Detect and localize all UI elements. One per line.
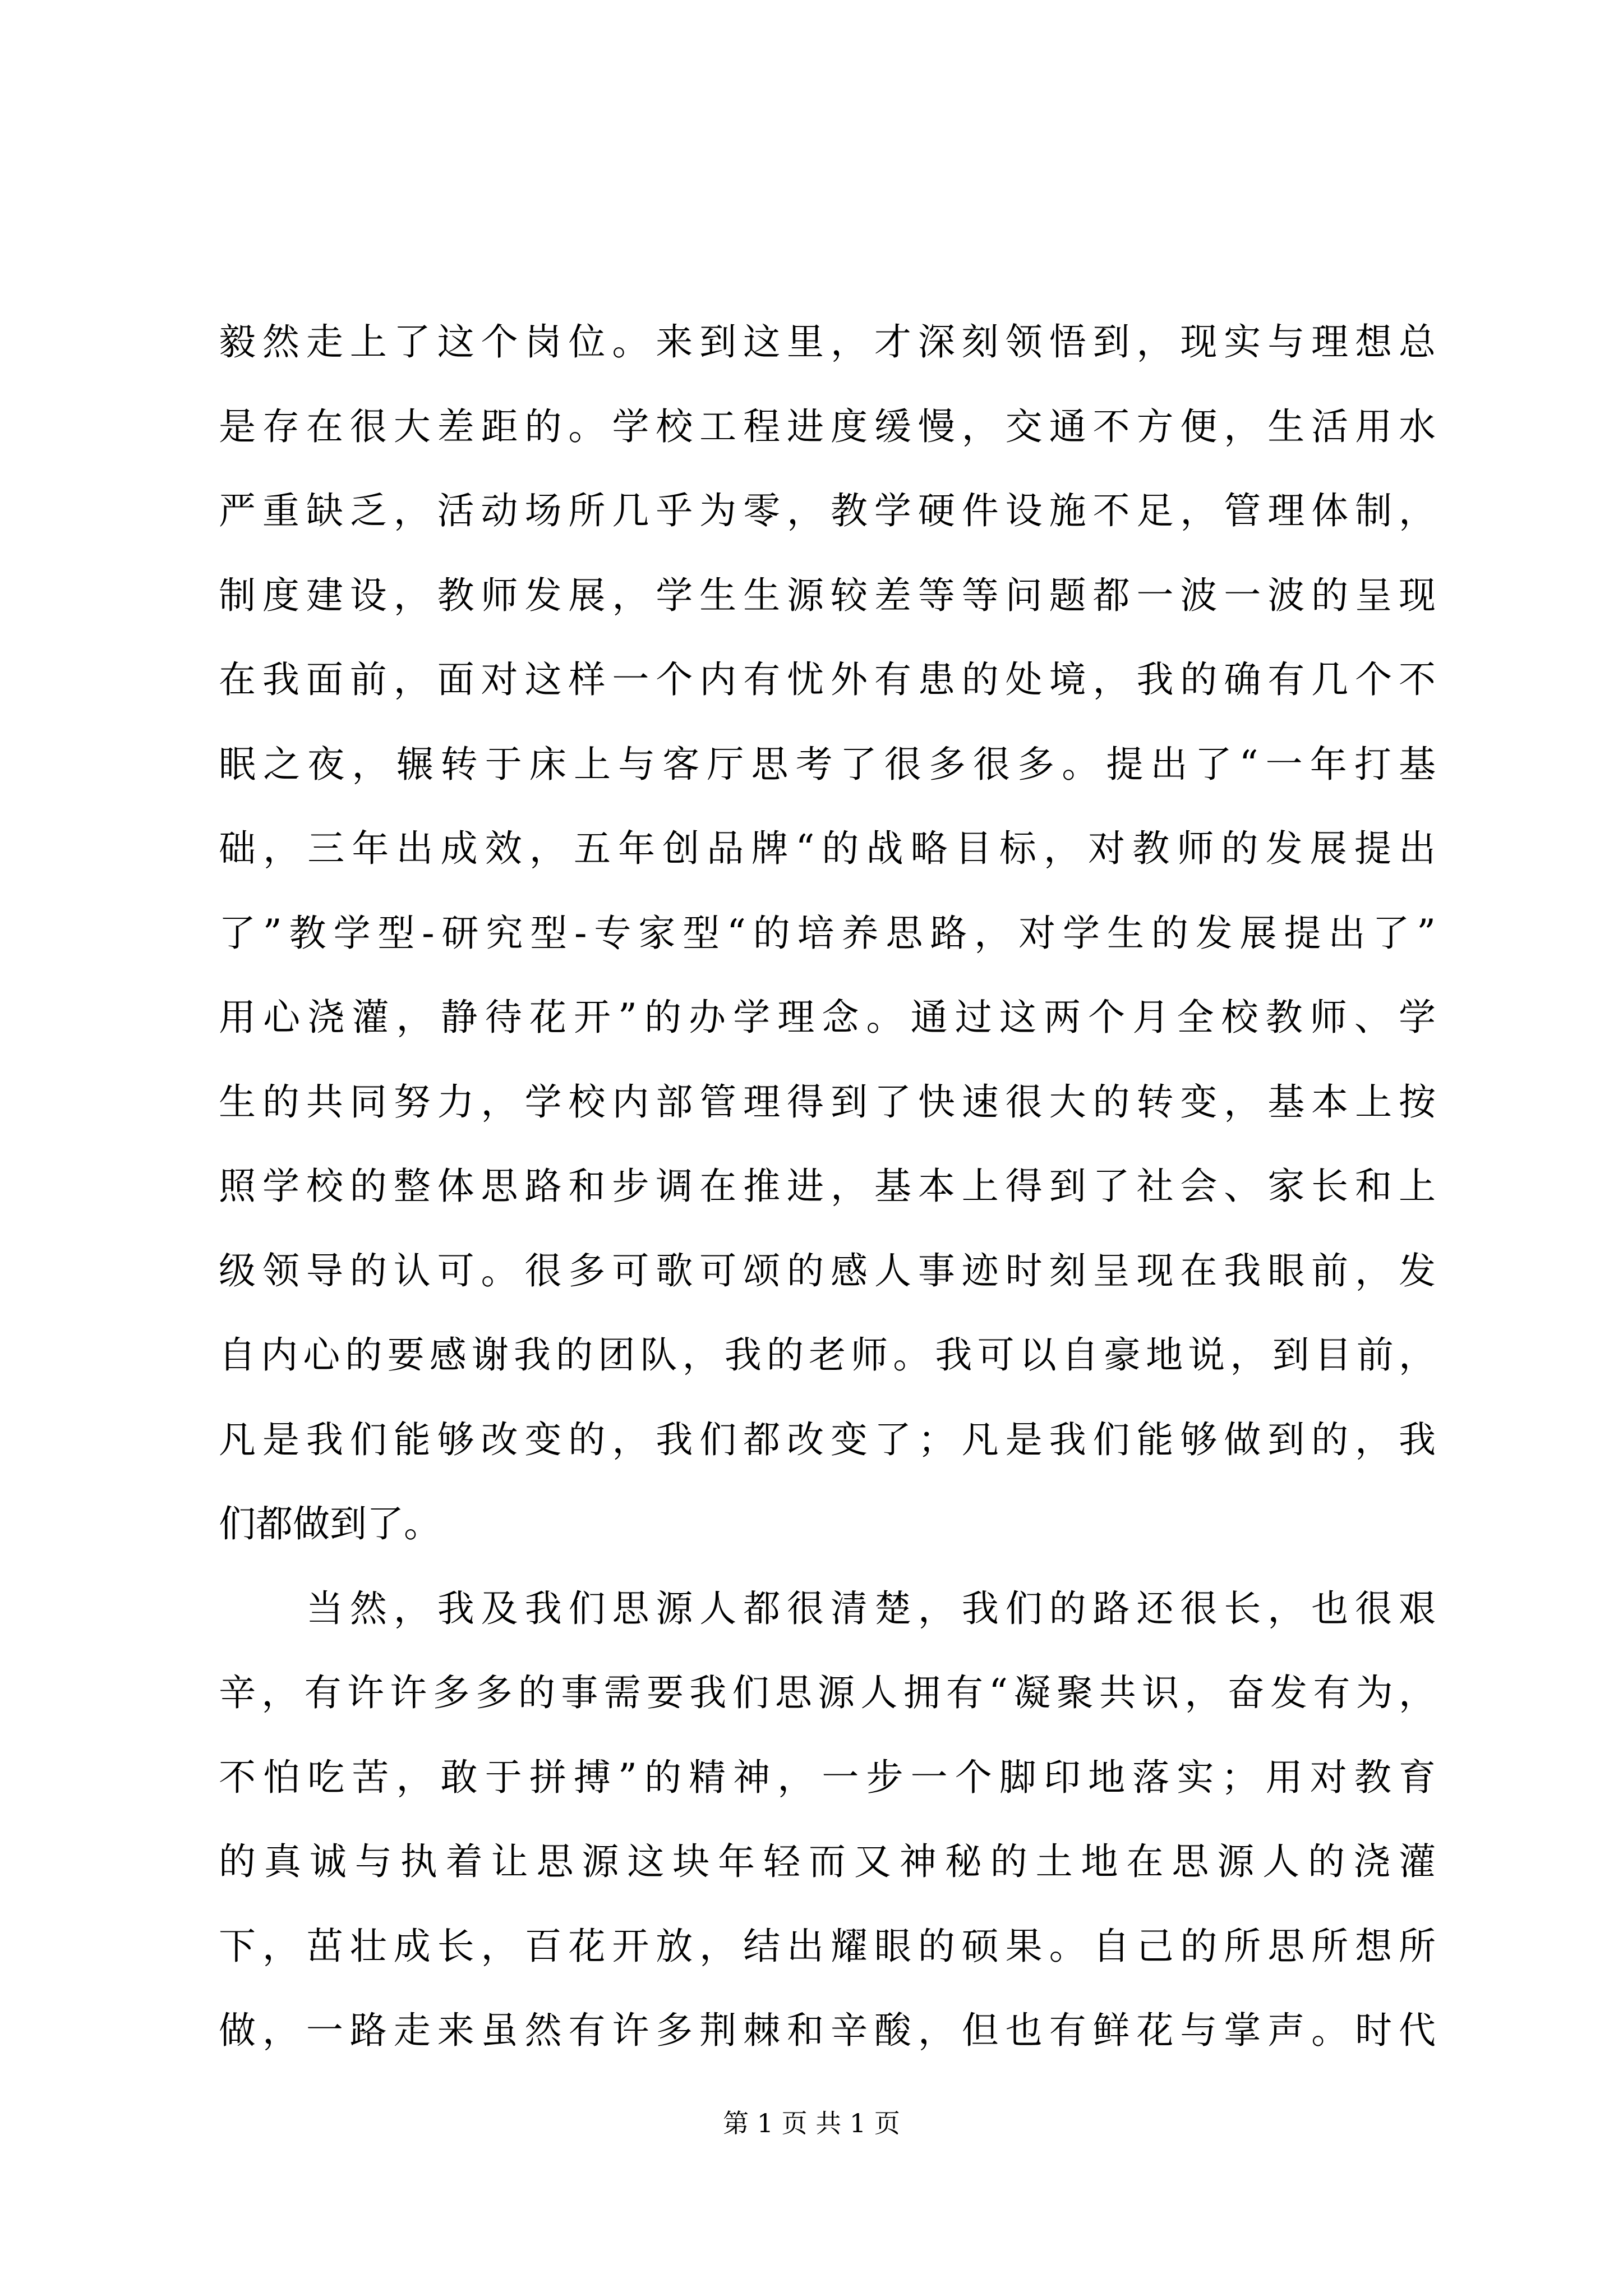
text-line: 级领导的认可。很多可歌可颂的感人事迹时刻呈现在我眼前，发 bbox=[219, 1249, 1436, 1292]
text-line: 凡是我们能够改变的，我们都改变了；凡是我们能够做到的，我 bbox=[219, 1418, 1436, 1461]
document-body bbox=[219, 300, 1436, 2073]
text-line: 的真诚与执着让思源这块年轻而又神秘的土地在思源人的浇灌 bbox=[219, 1840, 1436, 1883]
text-line: 照学校的整体思路和步调在推进，基本上得到了社会、家长和上 bbox=[219, 1165, 1436, 1208]
text-line: 础，三年出成效，五年创品牌“的战略目标，对教师的发展提出 bbox=[219, 827, 1436, 870]
text-line: 毅然走上了这个岗位。来到这里，才深刻领悟到，现实与理想总 bbox=[219, 320, 1436, 364]
paragraph-start-line: 当然，我及我们思源人都很清楚，我们的路还很长，也很艰 bbox=[306, 1586, 1436, 1630]
page-footer bbox=[0, 2106, 1623, 2140]
text-line: 自内心的要感谢我的团队，我的老师。我可以自豪地说，到目前， bbox=[219, 1333, 1436, 1377]
text-line: 辛，有许许多多的事需要我们思源人拥有“凝聚共识，奋发有为， bbox=[219, 1671, 1436, 1714]
text-line: 不怕吃苦，敢于拼搏”的精神，一步一个脚印地落实；用对教育 bbox=[219, 1755, 1436, 1799]
text-line: 做，一路走来虽然有许多荆棘和辛酸，但也有鲜花与掌声。时代 bbox=[219, 2009, 1436, 2052]
text-line: 眠之夜，辗转于床上与客厅思考了很多很多。提出了“一年打基 bbox=[219, 742, 1436, 786]
text-line: 严重缺乏，活动场所几乎为零，教学硬件设施不足，管理体制， bbox=[219, 489, 1436, 532]
text-line: 下，茁壮成长，百花开放，结出耀眼的硕果。自己的所思所想所 bbox=[219, 1924, 1436, 1968]
text-line: 了”教学型-研究型-专家型“的培养思路，对学生的发展提出了” bbox=[219, 911, 1436, 955]
text-line: 是存在很大差距的。学校工程进度缓慢，交通不方便，生活用水 bbox=[219, 404, 1436, 448]
text-line: 制度建设，教师发展，学生生源较差等等问题都一波一波的呈现 bbox=[219, 573, 1436, 617]
text-line: 生的共同努力，学校内部管理得到了快速很大的转变，基本上按 bbox=[219, 1080, 1436, 1124]
page-number: 第 1 页 共 1 页 bbox=[723, 2108, 900, 2138]
text-line: 用心浇灌，静待花开”的办学理念。通过这两个月全校教师、学 bbox=[219, 996, 1436, 1039]
text-line: 在我面前，面对这样一个内有忧外有患的处境，我的确有几个不 bbox=[219, 658, 1436, 701]
text-line: 们都做到了。 bbox=[219, 1502, 441, 1545]
